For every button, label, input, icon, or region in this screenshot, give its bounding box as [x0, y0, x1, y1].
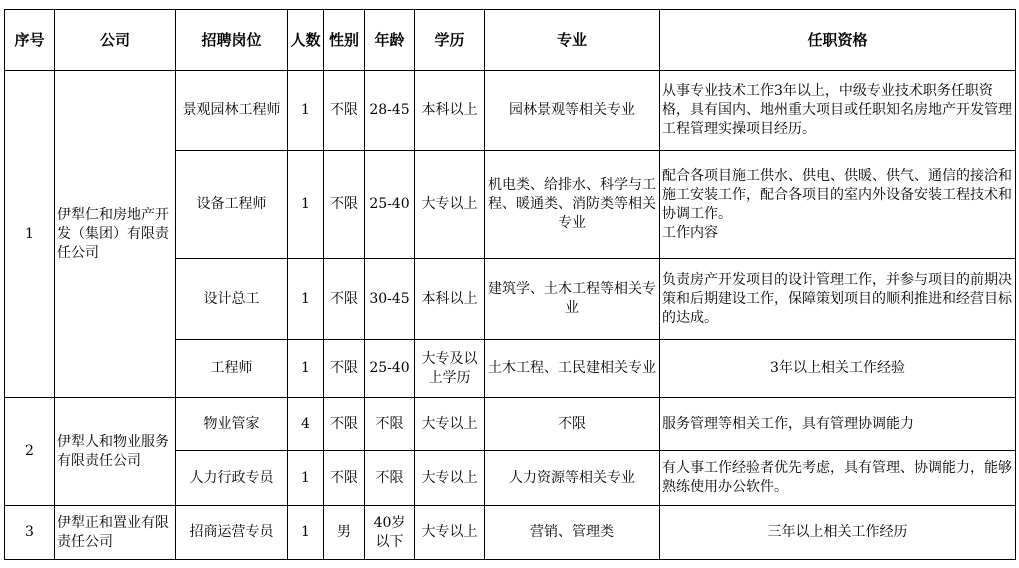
requirement-extra: 工作内容: [662, 224, 718, 241]
requirement-cell: 从事专业技术工作3年以上，中级专业技术职务任职资格，具有国内、地州重大项目或任职知名房地产开发管理工程管理实操项目经历。: [660, 71, 1016, 151]
count-cell: 4: [288, 398, 324, 451]
position-cell: 人力行政专员: [176, 451, 288, 506]
requirement-cell: 有人事工作经验者优先考虑，具有管理、协调能力，能够熟练使用办公软件。: [660, 451, 1016, 506]
age-cell: 30-45: [365, 259, 415, 340]
education-cell: 大专以上: [415, 151, 485, 259]
gender-cell: 不限: [324, 71, 365, 151]
header-age: 年龄: [365, 10, 415, 71]
age-cell: 不限: [365, 398, 415, 451]
recruitment-table: [4, 9, 1016, 560]
major-cell: 土木工程、工民建相关专业: [485, 340, 660, 398]
requirement-cell: 服务管理等相关工作，具有管理协调能力: [660, 398, 1016, 451]
count-cell: 1: [288, 451, 324, 506]
education-cell: 大专以上: [415, 451, 485, 506]
count-cell: 1: [288, 259, 324, 340]
header-position: 招聘岗位: [176, 10, 288, 71]
requirement-cell: 三年以上相关工作经历: [660, 506, 1016, 560]
gender-cell: 不限: [324, 340, 365, 398]
company-name: 伊犁正和置业有限责任公司: [55, 506, 176, 560]
header-requirement: 任职资格: [660, 10, 1016, 71]
gender-cell: 不限: [324, 398, 365, 451]
company-name: 伊犁人和物业服务有限责任公司: [55, 398, 176, 506]
education-cell: 本科以上: [415, 259, 485, 340]
gender-cell: 不限: [324, 151, 365, 259]
table-row: [5, 71, 1016, 151]
company-name: 伊犁仁和房地产开发（集团）有限责任公司: [55, 71, 176, 398]
age-cell: 28-45: [365, 71, 415, 151]
count-cell: 1: [288, 71, 324, 151]
gender-cell: 不限: [324, 259, 365, 340]
gender-cell: 男: [324, 506, 365, 560]
age-cell: 25-40: [365, 151, 415, 259]
position-cell: 设计总工: [176, 259, 288, 340]
table-row: [5, 398, 1016, 451]
header-company: 公司: [55, 10, 176, 71]
position-cell: 设备工程师: [176, 151, 288, 259]
major-cell: 不限: [485, 398, 660, 451]
gender-cell: 不限: [324, 451, 365, 506]
education-cell: 大专以上: [415, 506, 485, 560]
header-no: 序号: [5, 10, 55, 71]
major-cell: 营销、管理类: [485, 506, 660, 560]
requirement-text: 配合各项目施工供水、供电、供暖、供气、通信的接洽和施工安装工作，配合各项目的室内外设备安装工程技术和协调工作。: [662, 167, 1012, 222]
requirement-cell: 3年以上相关工作经验: [660, 340, 1016, 398]
major-cell: 人力资源等相关专业: [485, 451, 660, 506]
count-cell: 1: [288, 340, 324, 398]
group-no: 3: [5, 506, 55, 560]
requirement-cell: [660, 151, 1016, 259]
position-cell: 景观园林工程师: [176, 71, 288, 151]
education-cell: 本科以上: [415, 71, 485, 151]
position-cell: 招商运营专员: [176, 506, 288, 560]
major-cell: 建筑学、土木工程等相关专业: [485, 259, 660, 340]
group-no: 1: [5, 71, 55, 398]
major-cell: 机电类、给排水、科学与工程、暖通类、消防类等相关专业: [485, 151, 660, 259]
education-cell: 大专及以上学历: [415, 340, 485, 398]
requirement-cell: 负责房产开发项目的设计管理工作，并参与项目的前期决策和后期建设工作，保障策划项目的顺利推进和经营目标的达成。: [660, 259, 1016, 340]
header-count: 人数: [288, 10, 324, 71]
major-cell: 园林景观等相关专业: [485, 71, 660, 151]
count-cell: 1: [288, 506, 324, 560]
age-cell: 25-40: [365, 340, 415, 398]
header-major: 专业: [485, 10, 660, 71]
header-row: [5, 10, 1016, 71]
table-row: [5, 506, 1016, 560]
education-cell: 大专以上: [415, 398, 485, 451]
count-cell: 1: [288, 151, 324, 259]
group-no: 2: [5, 398, 55, 506]
age-cell: 40岁以下: [365, 506, 415, 560]
header-education: 学历: [415, 10, 485, 71]
position-cell: 工程师: [176, 340, 288, 398]
age-cell: 不限: [365, 451, 415, 506]
position-cell: 物业管家: [176, 398, 288, 451]
header-gender: 性别: [324, 10, 365, 71]
